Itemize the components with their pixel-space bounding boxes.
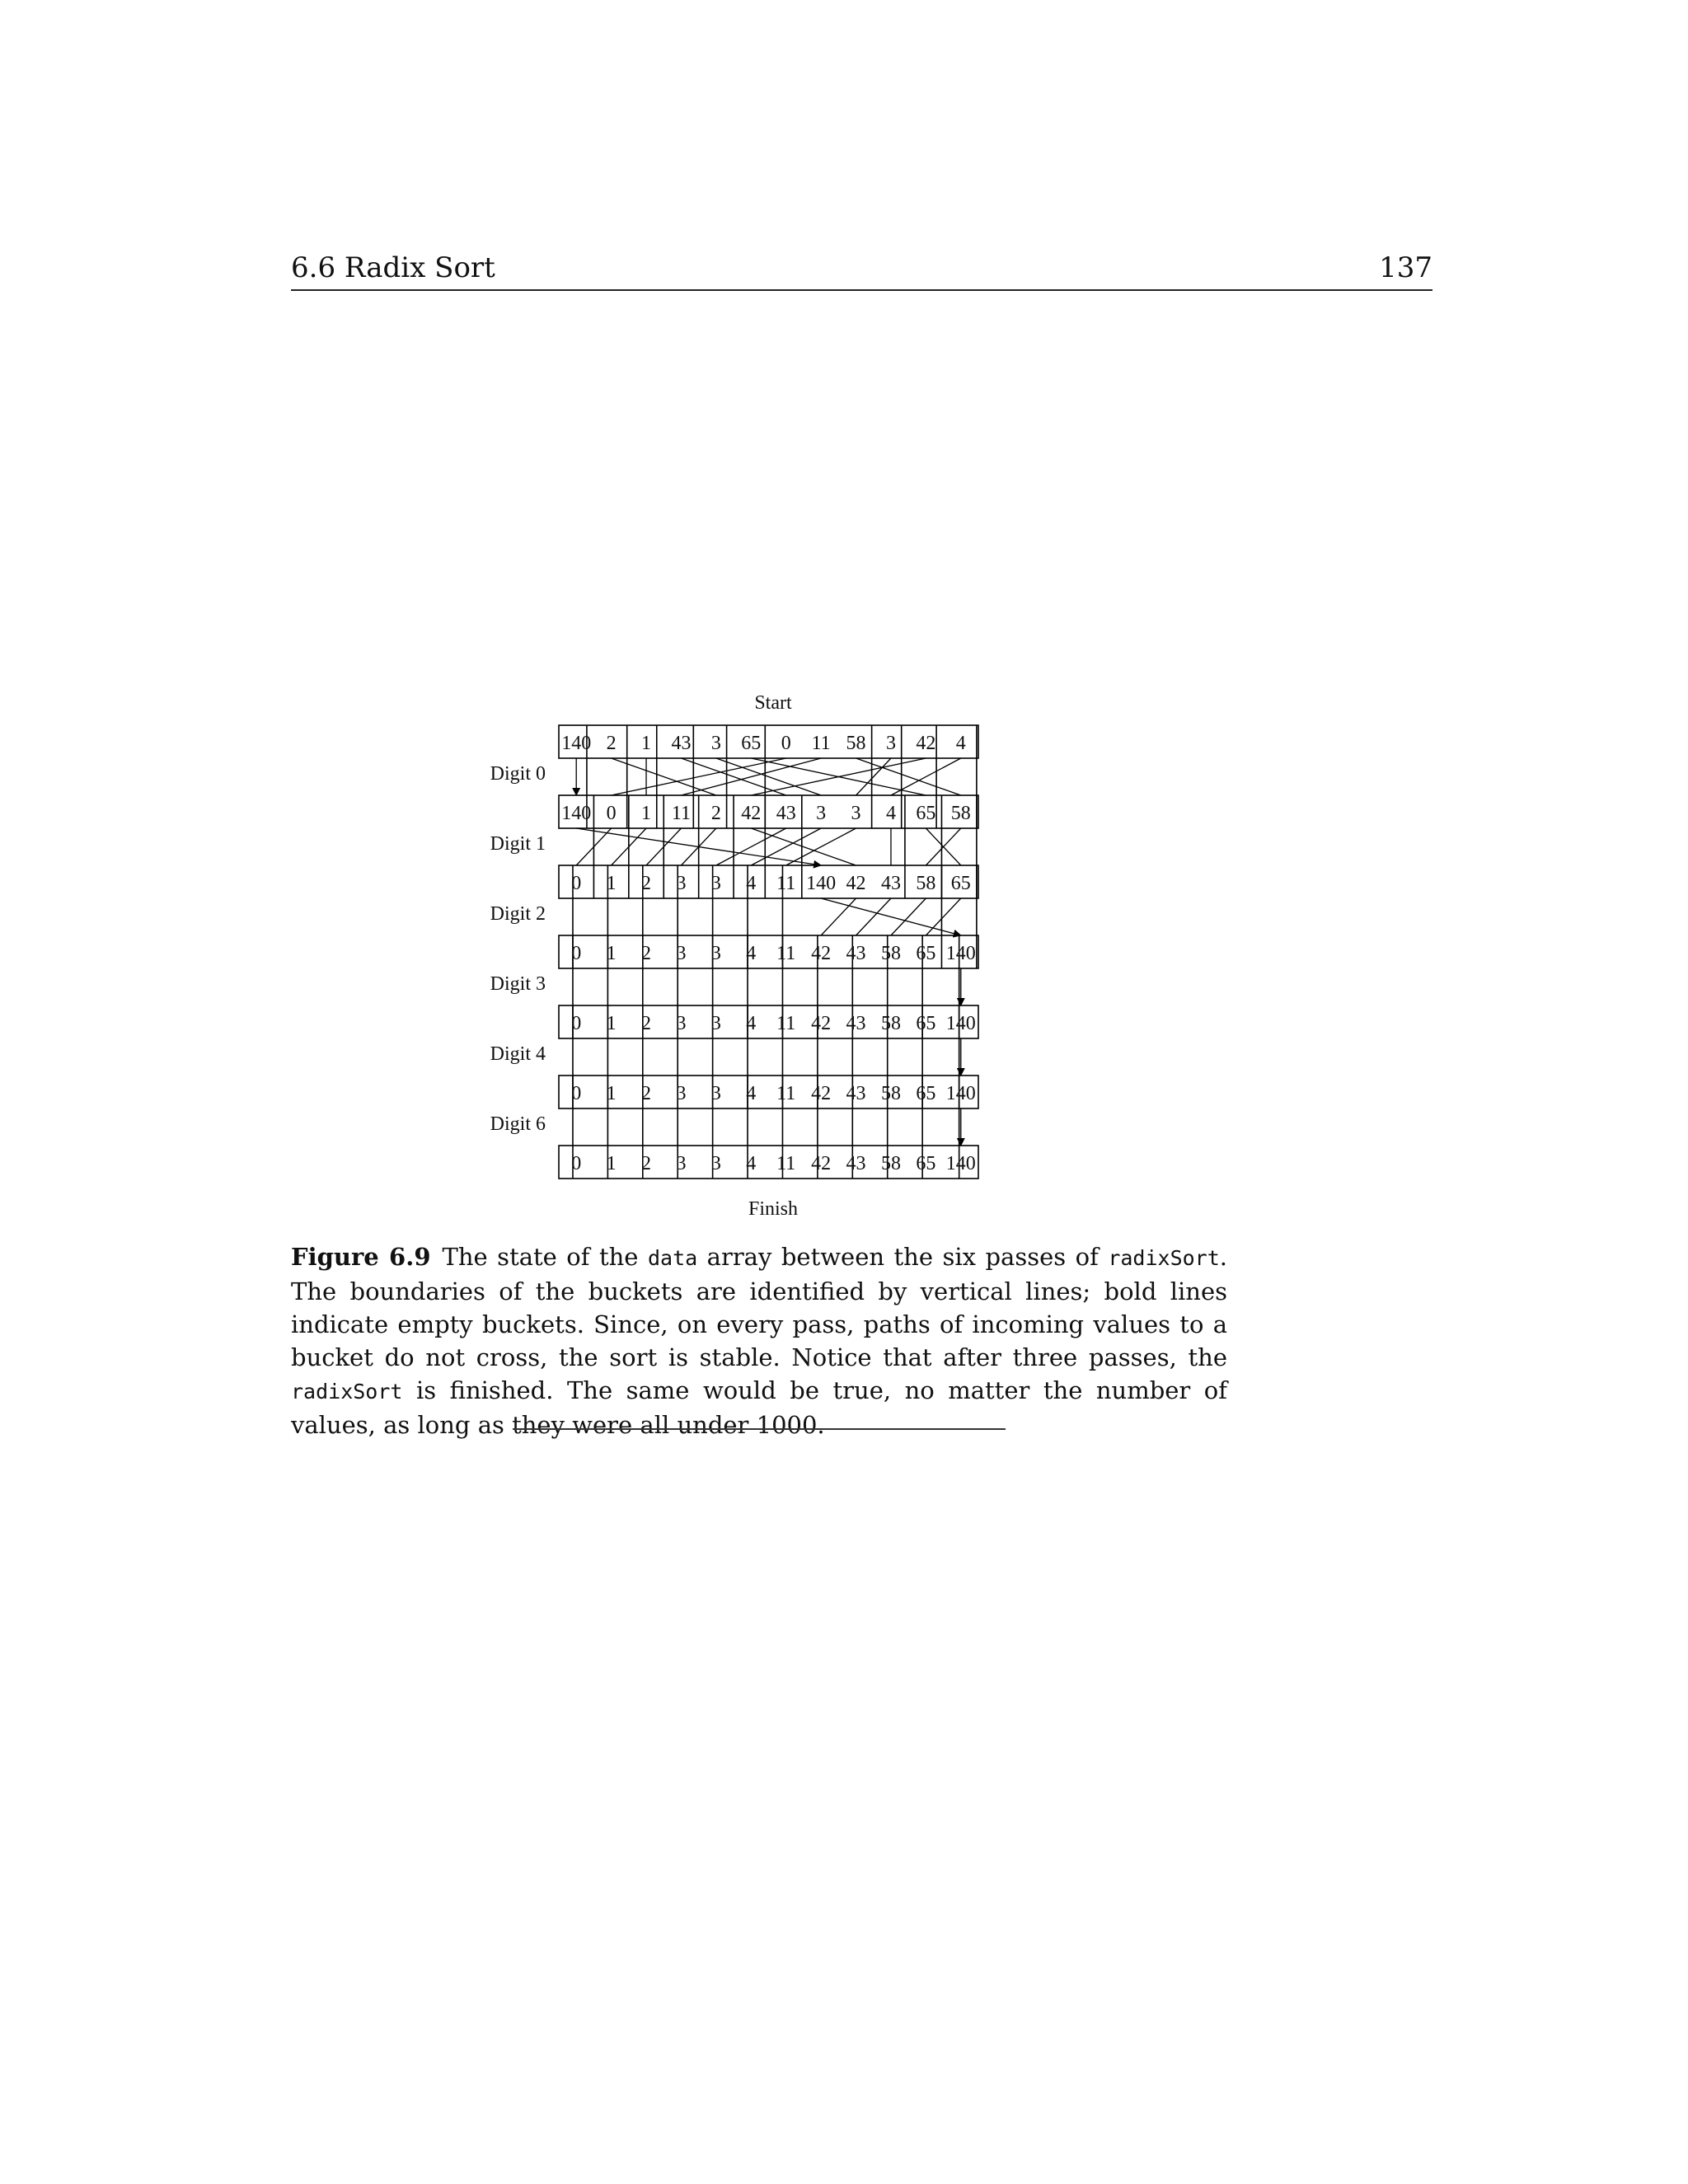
value-path: [681, 758, 821, 795]
array-value: 11: [776, 873, 796, 894]
array-value: 3: [710, 1083, 721, 1104]
array-value: 0: [571, 943, 582, 964]
value-paths: [576, 828, 961, 865]
value-path: [716, 828, 786, 865]
array-value: 1: [606, 1153, 617, 1174]
array-value: 1: [641, 803, 652, 824]
pass-label: Digit 1: [490, 833, 546, 855]
array-value: 42: [846, 873, 866, 894]
value-path: [926, 898, 960, 935]
caption-text: is finished. The same would be true, no matter the number of values, as long as they were all under 1000.: [291, 1376, 1227, 1439]
array-value: 140: [945, 1013, 976, 1034]
array-value: 11: [776, 943, 796, 964]
array-row: [559, 1146, 978, 1179]
arrow-path: [821, 898, 961, 935]
value-path: [612, 758, 786, 795]
array-value: 3: [676, 1083, 687, 1104]
section-title: 6.6 Radix Sort: [291, 251, 495, 284]
array-value: 3: [710, 873, 721, 894]
array-value: 2: [641, 873, 652, 894]
array-value: 0: [606, 803, 617, 824]
value-path: [786, 828, 856, 865]
array-value: 65: [916, 1153, 936, 1174]
start-label: Start: [754, 692, 792, 714]
array-value: 58: [880, 1013, 901, 1034]
array-value: 0: [571, 1013, 582, 1034]
array-value: 11: [776, 1013, 796, 1034]
array-value: 3: [885, 733, 896, 754]
array-value: 1: [606, 1013, 617, 1034]
array-value: 43: [671, 733, 692, 754]
bucket-boundaries: [573, 1076, 959, 1179]
array-value: 3: [710, 943, 721, 964]
array-value: 11: [811, 733, 831, 754]
caption-code: radixSort: [291, 1380, 403, 1404]
value-path: [856, 898, 891, 935]
array-value: 4: [955, 733, 966, 754]
page-number: 137: [1379, 251, 1432, 284]
caption-text: array between the six passes of: [697, 1243, 1109, 1271]
array-value: 140: [945, 943, 976, 964]
array-value: 1: [606, 1083, 617, 1104]
array-value: 65: [916, 1083, 936, 1104]
footnote-rule: [513, 1428, 1006, 1430]
array-value: 0: [571, 1153, 582, 1174]
array-value: 2: [710, 803, 721, 824]
array-row: [559, 1076, 978, 1108]
array-value: 1: [641, 733, 652, 754]
array-row: [559, 725, 978, 758]
array-value: 1: [606, 943, 617, 964]
array-value: 140: [945, 1153, 976, 1174]
array-value: 42: [741, 803, 762, 824]
caption-text: The state of the: [442, 1243, 648, 1271]
array-row: [559, 865, 978, 898]
array-value: 4: [746, 1153, 757, 1174]
array-value: 3: [710, 733, 721, 754]
array-value: 0: [571, 1083, 582, 1104]
array-value: 43: [880, 873, 901, 894]
array-value: 58: [950, 803, 971, 824]
array-value: 65: [916, 1013, 936, 1034]
array-value: 42: [811, 1083, 832, 1104]
array-value: 3: [710, 1013, 721, 1034]
array-value: 140: [945, 1083, 976, 1104]
array-value: 4: [746, 873, 757, 894]
array-value: 2: [641, 943, 652, 964]
caption-code: data: [647, 1246, 698, 1270]
array-value: 43: [846, 1083, 866, 1104]
array-value: 2: [641, 1083, 652, 1104]
pass-label: Digit 4: [490, 1043, 546, 1065]
array-value: 1: [606, 873, 617, 894]
figure-caption: [291, 1240, 1227, 1441]
value-path: [821, 898, 856, 935]
finish-label: Finish: [748, 1198, 799, 1220]
array-value: 4: [885, 803, 896, 824]
array-value: 140: [561, 733, 592, 754]
array-value: 4: [746, 1083, 757, 1104]
array-value: 2: [606, 733, 617, 754]
array-value: 11: [671, 803, 692, 824]
array-row: [559, 1005, 978, 1038]
array-value: 2: [641, 1013, 652, 1034]
array-row: [559, 795, 978, 828]
pass-label: Digit 3: [490, 973, 546, 995]
array-value: 3: [676, 1013, 687, 1034]
array-value: 58: [880, 1083, 901, 1104]
array-value: 2: [641, 1153, 652, 1174]
array-value: 58: [916, 873, 936, 894]
value-paths: [821, 898, 961, 935]
array-value: 65: [950, 873, 971, 894]
value-path: [856, 758, 891, 795]
bucket-boundaries: [573, 1005, 959, 1108]
pass-label: Digit 0: [490, 763, 546, 785]
array-value: 65: [741, 733, 762, 754]
array-value: 58: [880, 1153, 901, 1174]
array-value: 65: [916, 943, 936, 964]
array-value: 11: [776, 1083, 796, 1104]
array-value: 43: [776, 803, 796, 824]
array-value: 3: [710, 1153, 721, 1174]
array-value: 140: [561, 803, 592, 824]
array-value: 65: [916, 803, 936, 824]
array-value: 42: [811, 1013, 832, 1034]
array-value: 3: [676, 1153, 687, 1174]
array-value: 0: [571, 873, 582, 894]
array-value: 3: [816, 803, 827, 824]
figure-label: Figure 6.9: [291, 1243, 431, 1271]
value-path: [716, 758, 821, 795]
array-value: 0: [781, 733, 791, 754]
array-value: 42: [916, 733, 936, 754]
array-value: 58: [880, 943, 901, 964]
array-value: 140: [806, 873, 837, 894]
value-path: [751, 828, 856, 865]
pass-label: Digit 2: [490, 903, 546, 925]
array-value: 3: [851, 803, 861, 824]
array-value: 43: [846, 1153, 866, 1174]
caption-code: radixSort: [1108, 1246, 1220, 1270]
array-value: 4: [746, 943, 757, 964]
pass-label: Digit 6: [490, 1113, 546, 1135]
array-value: 42: [811, 943, 832, 964]
caption-text: . The boundaries of the buckets are identified by vertical lines; bold lines indicate empty buckets. Since, on every pass, paths of incoming values to a bucket do not cross, the sort is stable. Notice that after three passes, the: [291, 1243, 1228, 1371]
array-value: 42: [811, 1153, 832, 1174]
value-paths: [576, 758, 961, 795]
array-row: [559, 935, 978, 968]
array-value: 4: [746, 1013, 757, 1034]
bucket-boundaries: [573, 935, 959, 1038]
array-value: 43: [846, 1013, 866, 1034]
array-value: 58: [846, 733, 866, 754]
array-value: 11: [776, 1153, 796, 1174]
value-path: [891, 898, 926, 935]
array-value: 3: [676, 873, 687, 894]
array-value: 43: [846, 943, 866, 964]
array-value: 3: [676, 943, 687, 964]
